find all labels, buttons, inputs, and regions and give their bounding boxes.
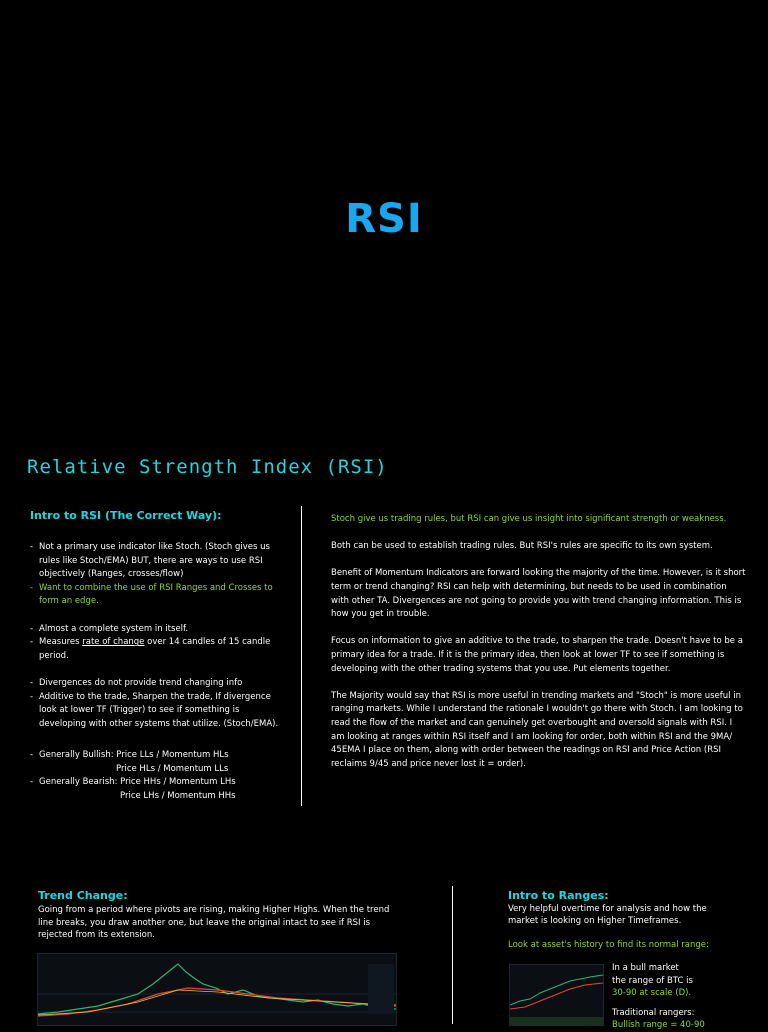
trend-text: Going from a period where pivots are rising, making Higher Highs. When the trend line breaks, you draw another one, but leave the original intact to see if RSI is rejected from its extension. [38, 905, 390, 940]
btc-price-chart [37, 953, 397, 1026]
list-item: - Want to combine the use of RSI Ranges and Crosses to form an edge. [30, 582, 280, 609]
rate-of-change-link: rate of change [82, 637, 145, 648]
bottom-divider [452, 886, 453, 1024]
rsi-chart-graphic [510, 965, 603, 1025]
intro-bullets-a [30, 541, 280, 609]
intro-right-column [331, 513, 746, 785]
divergence-list [30, 749, 280, 803]
right-paragraph-1: Stoch give us trading rules, but RSI can give us insight into significant strength or weakness. [331, 514, 727, 524]
intro-bullets-b [30, 623, 280, 664]
bull-market-note: In a bull market the range of BTC is 30-90 at scale (D). Traditional rangers: Bullish range = 40-90 [612, 963, 705, 1030]
right-paragraph-4: Focus on information to give an additive to the trade, to sharpen the trade. Doesn't have to be a primary idea for a trade. If it is the primary idea, then look at lower TF to see if something is developing with the other trading systems that you use. Put elements together. [331, 636, 743, 674]
list-item: - Divergences do not provide trend changing info [30, 677, 280, 691]
list-item: - Generally Bullish: Price LLs / Momentum HLs [30, 749, 280, 763]
trend-heading: Trend Change: [38, 889, 128, 902]
right-paragraph-5: The Majority would say that RSI is more useful in trending markets and "Stoch" is more useful in ranging markets. While I understand the rationale I wouldn't go there with Stoch. I am looking to read the flow of the market and can genuinely get overbought and oversold signals with RSI. I am looking at ranges within RSI itself and I am looking for order, both within RSI and the 9MA/ 45EMA I place on them, along with order between the readings on RSI and Price Action (RSI reclaims 9/45 and price never lost it = order). [331, 690, 743, 769]
ranges-text: Very helpful overtime for analysis and how the market is looking on Higher Timeframes. [508, 904, 707, 926]
ranges-heading: Intro to Ranges: [508, 889, 609, 902]
list-item: Price HLs / Momentum LLs [116, 763, 229, 774]
intro-bullets-c [30, 677, 280, 731]
intro-heading: Intro to RSI (The Correct Way): [30, 509, 222, 522]
right-paragraph-2: Both can be used to establish trading rules. But RSI's rules are specific to its own system. [331, 541, 713, 552]
section-title: Relative Strength Index (RSI) [27, 456, 388, 478]
list-item: - Not a primary use indicator like Stoch. (Stoch gives us rules like Stoch/EMA) BUT, there are ways to use RSI objectively (Ranges, crosses/flow) [30, 541, 280, 582]
list-item: - Generally Bearish: Price HHs / Momentum LHs [30, 776, 280, 790]
intro-left-column [30, 541, 280, 803]
right-paragraph-3: Benefit of Momentum Indicators are forward looking the majority of the time. However, is it short term or trend changing? RSI can help with determining, but needs to be used in combination with other TA. Divergences are not going to provide you with trend changing information. This is how you get in trouble. [331, 568, 746, 620]
ranges-green-line: Look at asset's history to find its normal range: [508, 940, 709, 950]
price-chart-graphic [38, 954, 396, 1025]
list-item: - Almost a complete system in itself. [30, 623, 280, 637]
list-item: - Additive to the trade, Sharpen the trade, If divergence look at lower TF (Trigger) to see if something is developing with other systems that utilize. (Stoch/EMA). [30, 691, 280, 732]
list-item: Price LHs / Momentum HHs [120, 790, 236, 801]
column-divider [301, 506, 302, 806]
page-title: RSI [345, 196, 423, 242]
btc-rsi-chart [509, 964, 604, 1026]
list-item: - Measures rate of change over 14 candles of 15 candle period. [30, 636, 280, 663]
